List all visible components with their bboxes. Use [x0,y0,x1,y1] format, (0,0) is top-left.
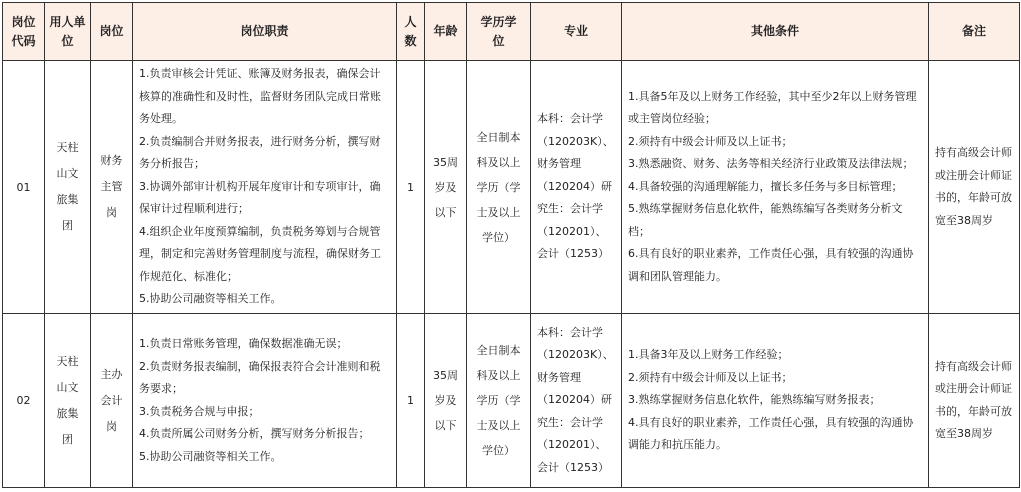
header-count: 人数 [397,3,425,61]
employer-unit: 天柱山文旅集团 [45,61,91,314]
header-row [3,3,1020,61]
header-position: 岗位 [91,3,133,61]
list-item: 2.负责财务报表编制，确保报表符合会计准则和税务要求； [139,359,381,395]
list-item: 2.须持有中级会计师及以上证书； [628,370,793,384]
table-row [3,314,1020,488]
duties-cell [133,314,397,488]
recruitment-table [2,2,1020,488]
list-item: 5.熟练掌握财务信息化软件，能熟练编写各类财务分析文档； [628,202,903,238]
remarks-cell: 持有高级会计师或注册会计师证书的，年龄可放宽至38周岁 [929,314,1020,488]
list-item: 6.具有良好的职业素养，工作责任心强，具有较强的沟通协调和团队管理能力。 [628,247,914,283]
list-item: 1.具备3年及以上财务工作经验； [628,348,789,362]
list-item: 4.组织企业年度预算编制，负责税务筹划与合规管理，制定和完善财务管理制度与流程，确保财务工作规范化、标准化； [139,224,381,283]
position-name: 财务主管岗 [91,61,133,314]
list-item: 3.协调外部审计机构开展年度审计和专项审计，确保审计过程顺利进行； [139,179,381,216]
header-major: 专业 [531,3,622,61]
header-unit: 用人单位 [45,3,91,61]
conditions-cell [622,61,929,314]
header-duties: 岗位职责 [133,3,397,61]
age-limit: 35周岁及以下 [425,61,467,314]
list-item: 3.负责税务合规与申报； [139,404,260,418]
list-item: 3.熟练掌握财务信息化软件，能熟练编写财务报表； [628,393,881,407]
major-req: 本科：会计学（120203K）、财务管理（120204）研究生：会计学（120201）、会计（1253） [531,61,622,314]
position-code: 01 [3,61,45,314]
list-item: 2.须持有中级会计师及以上证书； [628,134,793,148]
duties-cell [133,61,397,314]
list-item: 4.负责所属公司财务分析，撰写财务分析报告； [139,427,370,440]
list-item: 1.负责审核会计凭证、账簿及财务报表，确保会计核算的准确性和及时性，监督财务团队完成日常账务处理。 [139,67,381,126]
list-item: 1.具备5年及以上财务工作经验，其中至少2年以上财务管理或主管岗位经验； [628,89,917,126]
list-item: 2.负责编制合并财务报表，进行财务分析，撰写财务分析报告； [139,134,381,171]
table-row [3,61,1020,314]
education-req: 全日制本科及以上学历（学士及以上学位） [467,61,531,314]
position-code: 02 [3,314,45,488]
education-req: 全日制本科及以上学历（学士及以上学位） [467,314,531,488]
list-item: 1.负责日常账务管理，确保数据准确无误； [139,337,348,350]
list-item: 4.具备较强的沟通理解能力，擅长多任务与多目标管理； [628,179,903,193]
list-item: 4.具有良好的职业素养，工作责任心强，具有较强的沟通协调能力和抗压能力。 [628,415,914,452]
header-age: 年龄 [425,3,467,61]
major-req: 本科：会计学（120203K）、财务管理（120204）研究生：会计学（120201）、会计（1253） [531,314,622,488]
position-name: 主办会计岗 [91,314,133,488]
header-conditions: 其他条件 [622,3,929,61]
header-education: 学历学位 [467,3,531,61]
list-item: 5.协助公司融资等相关工作。 [139,292,282,306]
list-item: 5.协助公司融资等相关工作。 [139,449,282,463]
conditions-cell [622,314,929,488]
headcount: 1 [397,61,425,314]
header-remarks: 备注 [929,3,1020,61]
header-code: 岗位代码 [3,3,45,61]
list-item: 3.熟悉融资、财务、法务等相关经济行业政策及法律法规； [628,157,914,171]
age-limit: 35周岁及以下 [425,314,467,488]
employer-unit: 天柱山文旅集团 [45,314,91,488]
remarks-cell: 持有高级会计师或注册会计师证书的，年龄可放宽至38周岁 [929,61,1020,314]
headcount: 1 [397,314,425,488]
